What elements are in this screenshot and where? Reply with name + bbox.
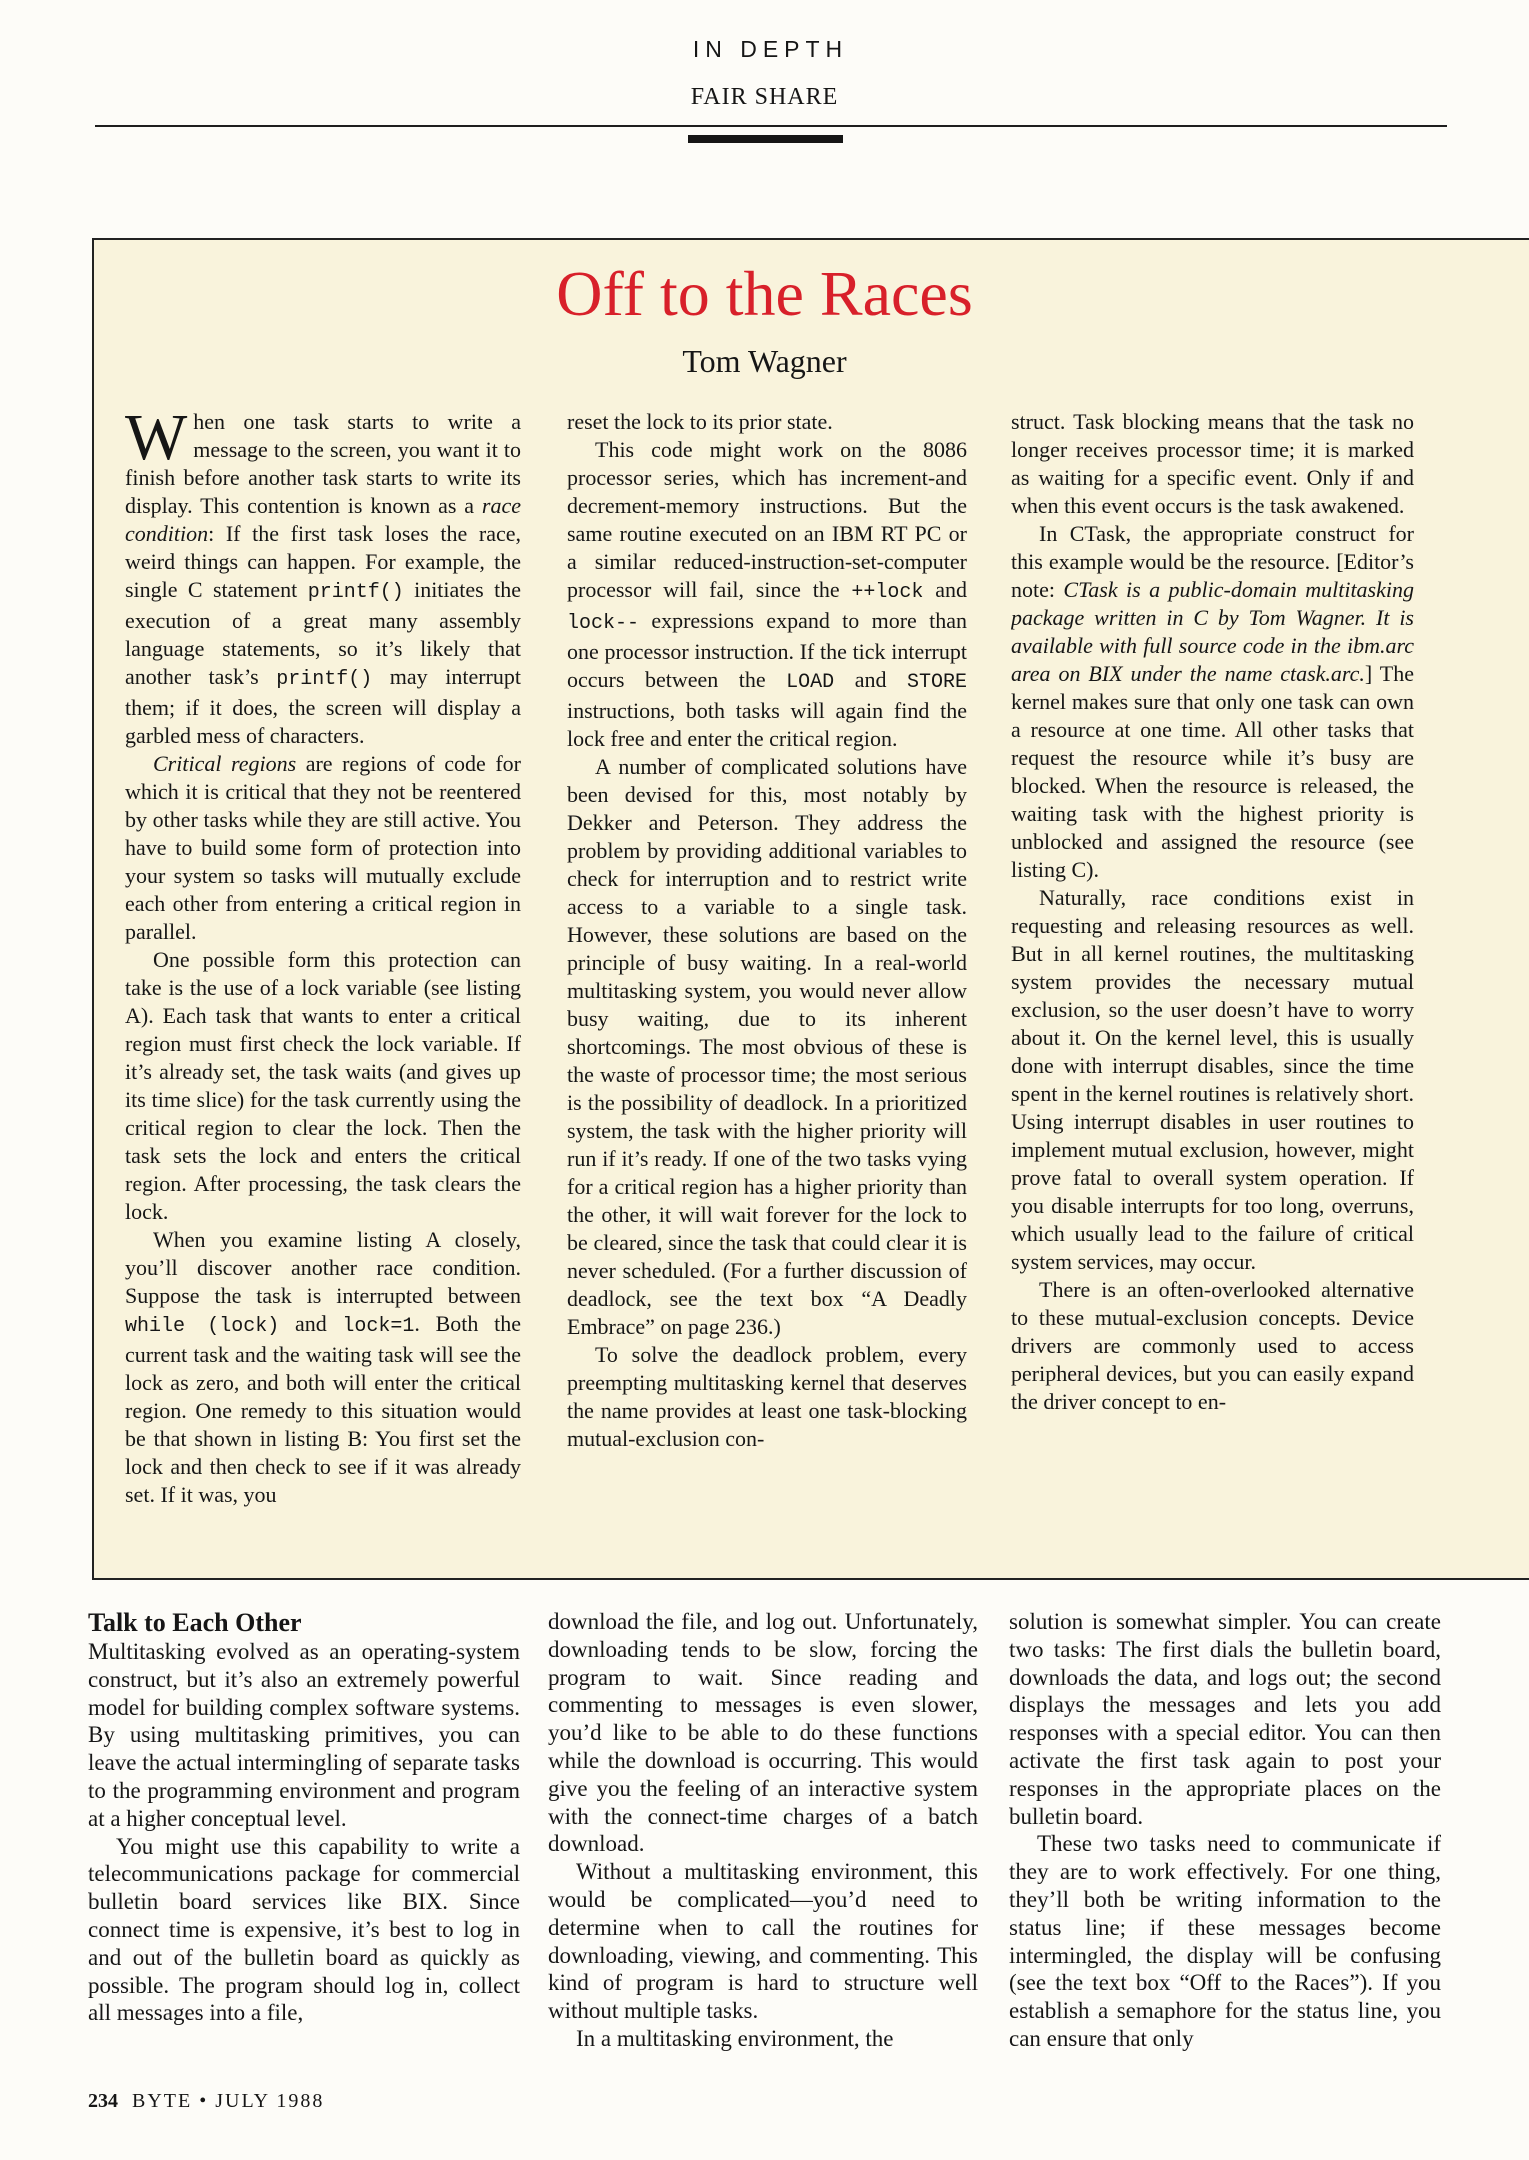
article-column-3	[1009, 1608, 1441, 2068]
paragraph: You might use this capability to write a telecommunications package for commercial bulletin board services like BIX. Since connect time is expensive, it’s best to log in and out of the bulletin board as quickly as possible. The program should log in, collect all messages into a file,	[88, 1833, 520, 2026]
paragraph: This code might work on the 8086 processor series, which has increment-and decrement-memory instructions. But the same routine executed on an IBM RT PC or a similar reduced-instruction-set-computer processor will fail, since the ++lock and lock-- expressions expand to more than one processor instruction. If the tick interrupt occurs between the LOAD and STORE instructions, both tasks will again find the lock free and enter the critical region.	[567, 437, 967, 751]
page-footer	[88, 2090, 324, 2113]
sidebar-title: Off to the Races	[556, 258, 973, 329]
paragraph: download the file, and log out. Unfortunately, downloading tends to be slow, forcing the program to wait. Since reading and commenting to messages is even slower, you’d like to be able to do these functions while the download is occurring. This would give you the feeling of an interactive system with the connect-time charges of a batch download.	[548, 1609, 978, 1857]
sidebar-column-3	[1011, 408, 1414, 1538]
page-number: 234	[88, 2090, 118, 2112]
paragraph: solution is somewhat simpler. You can create two tasks: The first dials the bulletin board, downloads the data, and logs out; the second displays the messages and lets you add responses with a special editor. You can then activate the first task again to post your responses in the appropriate places on the bulletin board.	[1009, 1609, 1441, 1829]
paragraph: Naturally, race conditions exist in requesting and releasing resources as well. But in all kernel routines, the multitasking system provides the necessary mutual exclusion, so the user doesn’t have to worry about it. On the kernel level, this is usually done with interrupt disables, since the time spent in the kernel routines is relatively short. Using interrupt disables in user routines to implement mutual exclusion, however, might prove fatal to overall system operation. If you disable interrupts for too long, overruns, which usually lead to the failure of critical system services, may occur.	[1011, 885, 1414, 1274]
paragraph: When one task starts to write a message to the screen, you want it to finish before another task starts to write its display. This contention is known as a race condition: If the first task loses the race, weird things can happen. For example, the single C statement printf() initiates the execution of a great many assembly language statements, so it’s likely that another task’s printf() may interrupt them; if it does, the screen will display a garbled mess of characters.	[125, 408, 521, 748]
paragraph: In CTask, the appropriate construct for this example would be the resource. [Editor’s note: CTask is a public-domain multitasking package written in C by Tom Wagner. It is available with full source code in the ibm.arc area on BIX under the name ctask.arc.] The kernel makes sure that only one task can own a resource at one time. All other tasks that request the resource while it’s busy are blocked. When the resource is released, the waiting task with the highest priority is unblocked and assigned the resource (see listing C).	[1011, 521, 1414, 882]
paragraph: reset the lock to its prior state.	[567, 409, 833, 434]
paragraph: One possible form this protection can take is the use of a lock variable (see listing A). Each task that wants to enter a critical region must first check the lock variable. If it’s already set, the task waits (and gives up its time slice) for the task currently using the critical region to clear the lock. Then the task sets the lock and enters the critical region. After processing, the task clears the lock.	[125, 947, 521, 1224]
header-accent-bar	[688, 135, 843, 143]
article-column-1	[88, 1608, 520, 2068]
paragraph: When you examine listing A closely, you’ll discover another race condition. Suppose the task is interrupted between while (lock) and lock=1. Both the current task and the waiting task will see the lock as zero, and both will enter the critical region. One remedy to this situation would be that shown in listing B: You first set the lock and then check to see if it was already set. If it was, you	[125, 1227, 521, 1507]
paragraph: struct. Task blocking means that the task no longer receives processor time; it is marked as waiting for a specific event. Only if and when this event occurs is the task awakened.	[1011, 409, 1414, 518]
paragraph: Critical regions are regions of code for which it is critical that they not be reentered by other tasks while they are still active. You have to build some form of protection into your system so tasks will mutually exclude each other from entering a critical region in parallel.	[125, 751, 521, 944]
section-title: FAIR SHARE	[690, 84, 839, 110]
drop-cap: W	[125, 408, 188, 474]
article-column-2	[548, 1608, 978, 2068]
paragraph: There is an often-overlooked alternative to these mutual-exclusion concepts. Device drivers are commonly used to access peripheral devices, but you can easily expand the driver concept to en-	[1011, 1277, 1414, 1414]
paragraph: These two tasks need to communicate if they are to work effectively. For one thing, they’ll both be writing information to the status line; if these messages become intermingled, the display will be confusing (see the text box “Off to the Races”). If you establish a semaphore for the status line, you can ensure that only	[1009, 1831, 1441, 2051]
publication-info: BYTE • JULY 1988	[132, 2090, 325, 2112]
sidebar-author: Tom Wagner	[682, 343, 847, 379]
paragraph: In a multitasking environment, the	[576, 2025, 894, 2051]
paragraph: Multitasking evolved as an operating-system construct, but it’s also an extremely powerful model for building complex software systems. By using multitasking primitives, you can leave the actual intermingling of separate tasks to the programming environment and program at a higher conceptual level.	[88, 1639, 520, 1831]
header-rule	[95, 125, 1447, 127]
subheading: Talk to Each Other	[88, 1608, 302, 1637]
section-kicker: IN DEPTH	[692, 36, 849, 62]
paragraph: To solve the deadlock problem, every preempting multitasking kernel that deserves the name provides at least one task-blocking mutual-exclusion con-	[567, 1342, 967, 1451]
paragraph: A number of complicated solutions have been devised for this, most notably by Dekker and Peterson. They address the problem by providing additional variables to check for interruption and to restrict write access to a variable to a single task. However, these solutions are based on the principle of busy waiting. In a real-world multitasking system, you would never allow busy waiting, due to its inherent shortcomings. The most obvious of these is the waste of processor time; the most serious is the possibility of deadlock. In a prioritized system, the task with the higher priority will run if it’s ready. If one of the two tasks vying for a critical region has a higher priority than the other, it will wait forever for the lock to be cleared, since the task that could clear it is never scheduled. (For a further discussion of deadlock, see the text box “A Deadly Embrace” on page 236.)	[567, 754, 967, 1339]
sidebar-column-2	[567, 408, 967, 1538]
paragraph: Without a multitasking environment, this would be complicated—you’d need to determine when to call the routines for downloading, viewing, and commenting. This kind of program is hard to structure well without multiple tasks.	[548, 1859, 978, 2024]
sidebar-column-1	[125, 408, 521, 1538]
